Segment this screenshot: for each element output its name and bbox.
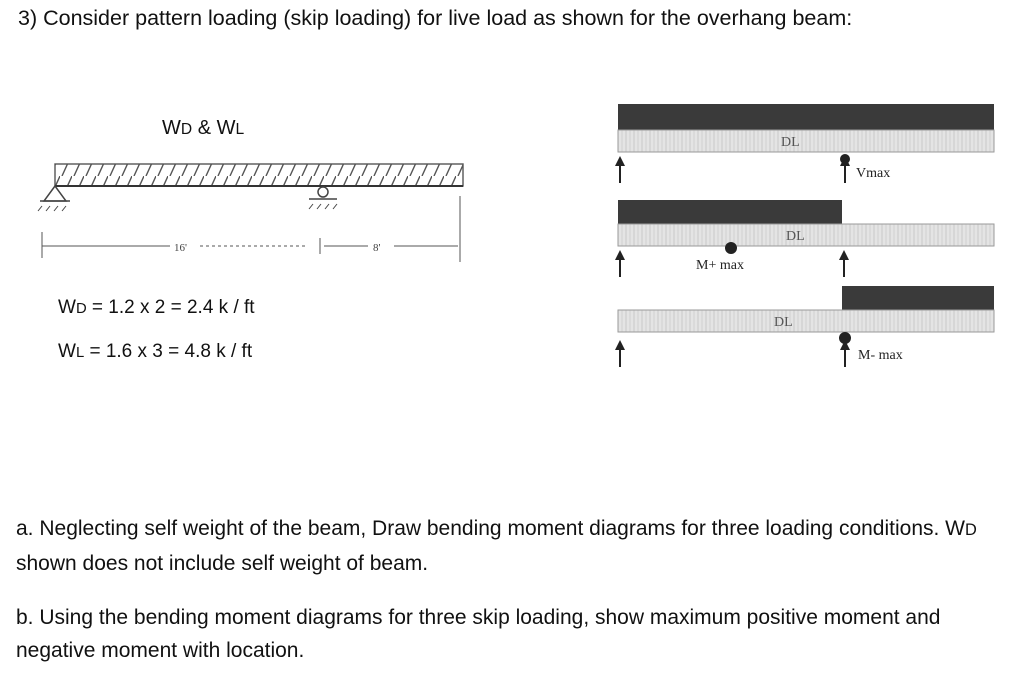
part-a-prefix: a. Neglecting self weight of the beam, Draw bending moment diagrams for three loading conditions. W bbox=[16, 517, 965, 540]
dl-label-1: DL bbox=[781, 135, 800, 150]
support-arrow-mid-1 bbox=[840, 154, 850, 183]
live-load-equation bbox=[58, 341, 252, 363]
dimension-line bbox=[42, 196, 460, 262]
case-1 bbox=[615, 104, 994, 183]
mplus-label: M+ max bbox=[696, 258, 744, 273]
support-arrow-mid-2 bbox=[839, 250, 849, 277]
dl-label-3: DL bbox=[774, 315, 793, 330]
load-label-l-sub: L bbox=[235, 121, 245, 138]
mplus-marker bbox=[725, 242, 737, 254]
pin-support bbox=[38, 186, 70, 211]
case-3 bbox=[615, 286, 994, 367]
load-label-d-sub: D bbox=[180, 121, 193, 138]
dead-load-bar bbox=[618, 130, 994, 152]
overhang-beam-diagram bbox=[38, 164, 463, 262]
dead-load-equation bbox=[58, 297, 255, 319]
eq-live-rhs: = 1.6 x 3 = 4.8 k / ft bbox=[84, 341, 253, 362]
roller-support bbox=[309, 187, 337, 209]
dead-load-bar bbox=[618, 310, 994, 332]
live-load-bar bbox=[618, 200, 842, 224]
eq-dead-rhs: = 1.2 x 2 = 2.4 k / ft bbox=[86, 297, 255, 318]
vmax-label: Vmax bbox=[856, 166, 891, 181]
support-arrow-left-1 bbox=[615, 156, 625, 183]
support-arrow-mid-3 bbox=[839, 332, 851, 367]
support-arrow-left-3 bbox=[615, 340, 625, 367]
part-a-sub: D bbox=[965, 521, 977, 539]
dead-load-bar bbox=[618, 224, 994, 246]
live-load-bar bbox=[842, 286, 994, 310]
eq-dead-w: W bbox=[58, 297, 76, 318]
span-overhang-label: 8' bbox=[373, 242, 381, 254]
support-arrow-left-2 bbox=[615, 250, 625, 277]
distributed-load-hatch bbox=[55, 164, 463, 186]
part-a bbox=[16, 512, 1016, 580]
question-title: 3) Consider pattern loading (skip loading) for live load as shown for the overhang beam: bbox=[18, 6, 853, 30]
case-2 bbox=[615, 200, 994, 277]
load-label-w: W bbox=[162, 117, 181, 139]
eq-dead-sub: D bbox=[75, 301, 87, 317]
eq-live-sub: L bbox=[75, 345, 85, 361]
part-b: b. Using the bending moment diagrams for three skip loading, show maximum positive moment and negative moment with location. bbox=[16, 606, 941, 662]
mminus-label: M- max bbox=[858, 348, 903, 363]
dl-label-2: DL bbox=[786, 229, 805, 244]
eq-live-w: W bbox=[58, 341, 76, 362]
part-a-suffix: shown does not include self weight of beam. bbox=[16, 552, 429, 575]
live-load-bar bbox=[618, 104, 994, 130]
load-label-amp: & W bbox=[192, 117, 236, 139]
span-main-label: 16' bbox=[174, 242, 187, 254]
pattern-loading-cases bbox=[615, 104, 994, 367]
